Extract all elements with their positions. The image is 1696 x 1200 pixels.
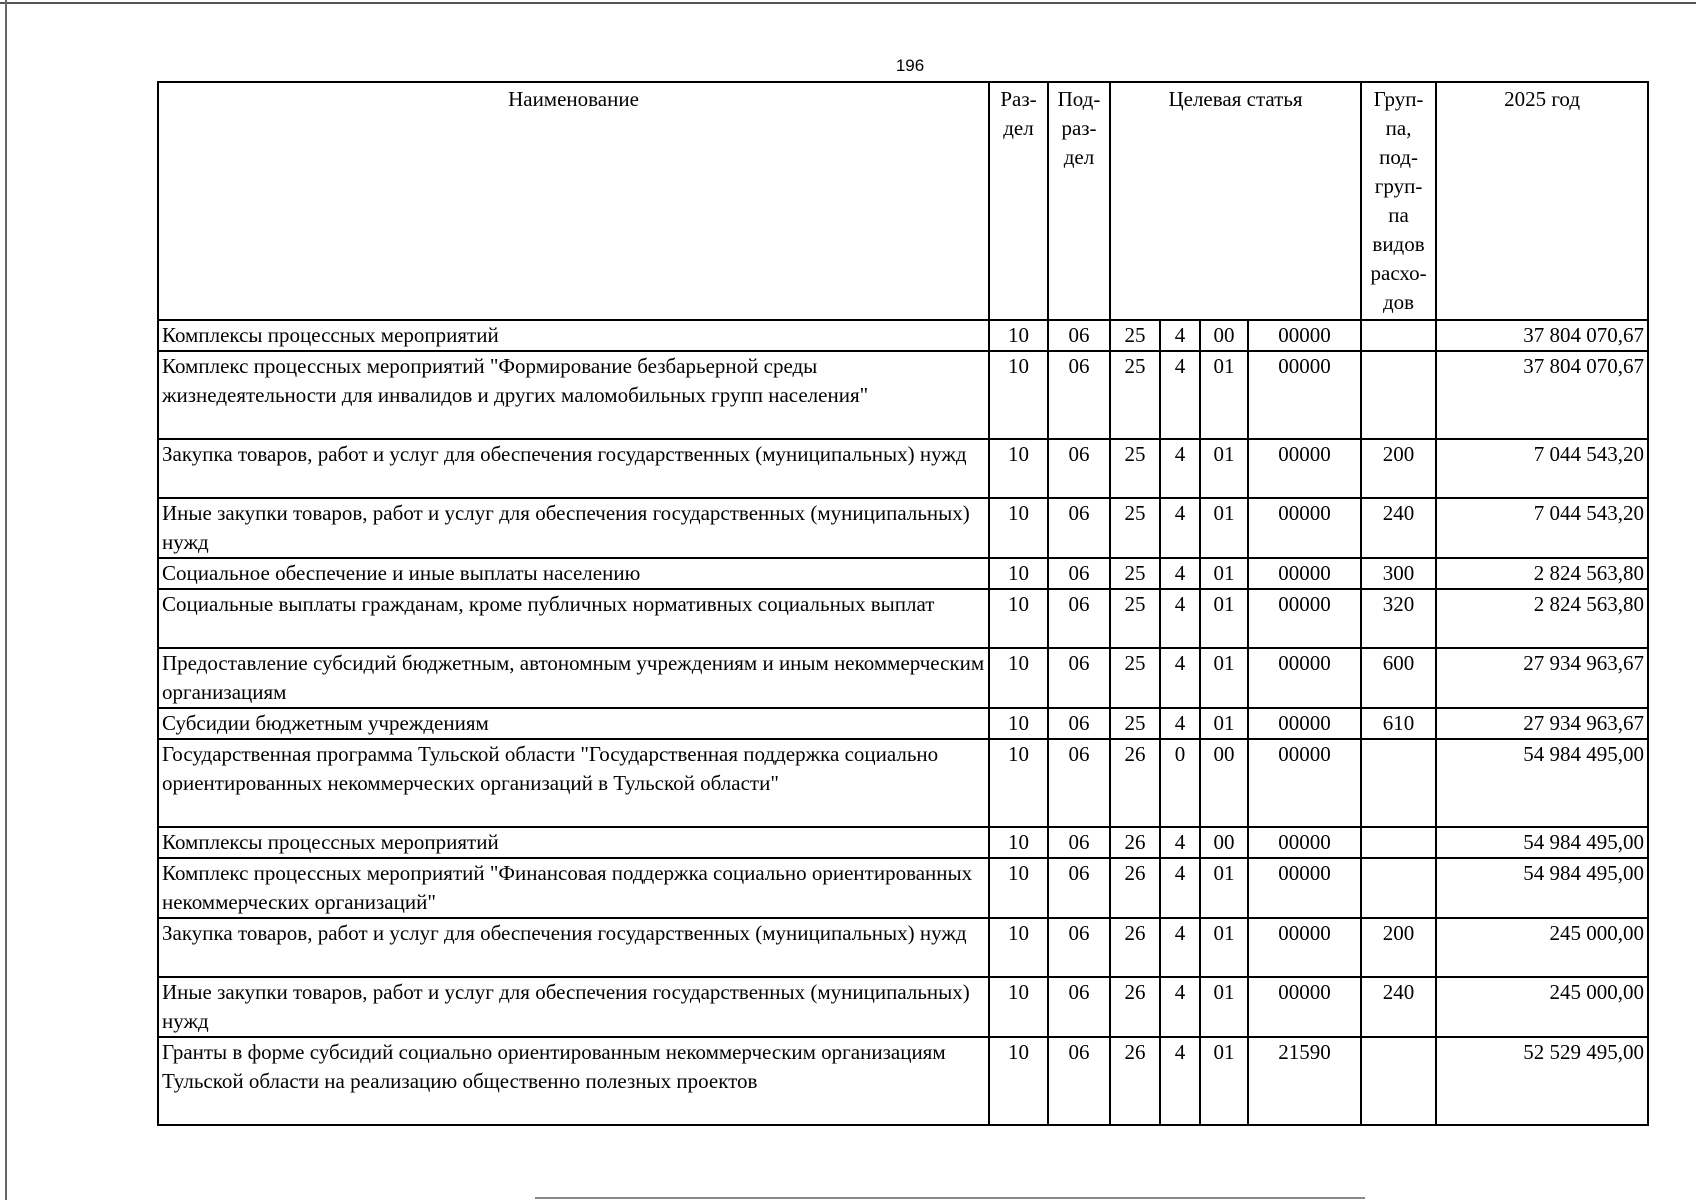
row-amount-2025: 37 804 070,67 bbox=[1436, 351, 1648, 439]
row-target-program: 25 bbox=[1110, 708, 1160, 739]
row-target-direction: 21590 bbox=[1248, 1037, 1361, 1125]
row-target-complex: 00 bbox=[1200, 827, 1248, 858]
scan-edge-top bbox=[0, 2, 1696, 4]
row-podrazdel: 06 bbox=[1048, 858, 1110, 918]
row-target-direction: 00000 bbox=[1248, 739, 1361, 827]
row-expense-group: 200 bbox=[1361, 439, 1436, 498]
row-target-direction: 00000 bbox=[1248, 439, 1361, 498]
row-target-direction: 00000 bbox=[1248, 858, 1361, 918]
row-name: Социальное обеспечение и иные выплаты населению bbox=[158, 558, 989, 589]
row-expense-group bbox=[1361, 1037, 1436, 1125]
row-target-complex: 01 bbox=[1200, 708, 1248, 739]
table-row bbox=[158, 739, 1648, 827]
row-target-program: 26 bbox=[1110, 827, 1160, 858]
table-header-row bbox=[158, 82, 1648, 320]
row-podrazdel: 06 bbox=[1048, 827, 1110, 858]
row-target-type: 4 bbox=[1160, 439, 1200, 498]
row-podrazdel: 06 bbox=[1048, 589, 1110, 648]
table-row bbox=[158, 708, 1648, 739]
row-target-program: 26 bbox=[1110, 977, 1160, 1037]
table-row bbox=[158, 498, 1648, 558]
table-row bbox=[158, 977, 1648, 1037]
row-expense-group: 300 bbox=[1361, 558, 1436, 589]
header-podrazdel: Под- раз- дел bbox=[1048, 82, 1110, 320]
row-name: Закупка товаров, работ и услуг для обеспечения государственных (муниципальных) нужд bbox=[158, 918, 989, 977]
row-target-complex: 01 bbox=[1200, 1037, 1248, 1125]
row-razdel: 10 bbox=[989, 739, 1048, 827]
row-name: Социальные выплаты гражданам, кроме публичных нормативных социальных выплат bbox=[158, 589, 989, 648]
header-target-article: Целевая статья bbox=[1110, 82, 1361, 320]
row-name: Государственная программа Тульской области "Государственная поддержка социально ориентированных некоммерческих организаций в Тульской области" bbox=[158, 739, 989, 827]
row-target-program: 25 bbox=[1110, 439, 1160, 498]
row-name: Комплексы процессных мероприятий bbox=[158, 827, 989, 858]
row-name: Субсидии бюджетным учреждениям bbox=[158, 708, 989, 739]
row-target-direction: 00000 bbox=[1248, 977, 1361, 1037]
header-razdel: Раз- дел bbox=[989, 82, 1048, 320]
row-target-type: 4 bbox=[1160, 648, 1200, 708]
row-podrazdel: 06 bbox=[1048, 918, 1110, 977]
row-podrazdel: 06 bbox=[1048, 648, 1110, 708]
row-target-direction: 00000 bbox=[1248, 708, 1361, 739]
row-target-program: 25 bbox=[1110, 351, 1160, 439]
row-target-type: 4 bbox=[1160, 589, 1200, 648]
row-expense-group bbox=[1361, 320, 1436, 351]
row-target-type: 0 bbox=[1160, 739, 1200, 827]
row-podrazdel: 06 bbox=[1048, 739, 1110, 827]
row-target-program: 26 bbox=[1110, 1037, 1160, 1125]
row-razdel: 10 bbox=[989, 858, 1048, 918]
row-expense-group: 320 bbox=[1361, 589, 1436, 648]
table-row bbox=[158, 589, 1648, 648]
row-name: Гранты в форме субсидий социально ориентированным некоммерческим организациям Тульской области на реализацию общественно полезных проектов bbox=[158, 1037, 989, 1125]
budget-table bbox=[157, 81, 1649, 1126]
page-number: 196 bbox=[895, 56, 925, 75]
header-name: Наименование bbox=[158, 82, 989, 320]
row-target-complex: 01 bbox=[1200, 351, 1248, 439]
row-razdel: 10 bbox=[989, 439, 1048, 498]
table-row bbox=[158, 918, 1648, 977]
row-target-direction: 00000 bbox=[1248, 648, 1361, 708]
row-expense-group bbox=[1361, 351, 1436, 439]
row-target-direction: 00000 bbox=[1248, 498, 1361, 558]
row-amount-2025: 2 824 563,80 bbox=[1436, 589, 1648, 648]
row-target-complex: 01 bbox=[1200, 589, 1248, 648]
row-target-program: 25 bbox=[1110, 648, 1160, 708]
row-target-direction: 00000 bbox=[1248, 351, 1361, 439]
row-podrazdel: 06 bbox=[1048, 498, 1110, 558]
table-body bbox=[158, 320, 1648, 1125]
row-amount-2025: 37 804 070,67 bbox=[1436, 320, 1648, 351]
row-podrazdel: 06 bbox=[1048, 1037, 1110, 1125]
row-amount-2025: 245 000,00 bbox=[1436, 977, 1648, 1037]
row-name: Закупка товаров, работ и услуг для обеспечения государственных (муниципальных) нужд bbox=[158, 439, 989, 498]
row-target-complex: 01 bbox=[1200, 439, 1248, 498]
row-name: Комплекс процессных мероприятий "Формирование безбарьерной среды жизнедеятельности для инвалидов и других маломобильных групп населения" bbox=[158, 351, 989, 439]
row-target-direction: 00000 bbox=[1248, 558, 1361, 589]
row-target-program: 25 bbox=[1110, 320, 1160, 351]
row-target-program: 25 bbox=[1110, 498, 1160, 558]
row-target-complex: 00 bbox=[1200, 739, 1248, 827]
row-expense-group: 600 bbox=[1361, 648, 1436, 708]
row-target-direction: 00000 bbox=[1248, 918, 1361, 977]
row-target-type: 4 bbox=[1160, 708, 1200, 739]
row-amount-2025: 54 984 495,00 bbox=[1436, 827, 1648, 858]
row-target-program: 26 bbox=[1110, 918, 1160, 977]
row-amount-2025: 7 044 543,20 bbox=[1436, 439, 1648, 498]
row-name: Иные закупки товаров, работ и услуг для обеспечения государственных (муниципальных) нужд bbox=[158, 498, 989, 558]
row-razdel: 10 bbox=[989, 589, 1048, 648]
row-razdel: 10 bbox=[989, 1037, 1048, 1125]
row-target-type: 4 bbox=[1160, 918, 1200, 977]
row-podrazdel: 06 bbox=[1048, 708, 1110, 739]
row-name: Комплекс процессных мероприятий "Финансовая поддержка социально ориентированных некоммерческих организаций" bbox=[158, 858, 989, 918]
row-amount-2025: 54 984 495,00 bbox=[1436, 858, 1648, 918]
table-row bbox=[158, 558, 1648, 589]
table-row bbox=[158, 439, 1648, 498]
header-expense-group: Груп- па, под- груп- па видов расхо- дов bbox=[1361, 82, 1436, 320]
table-row bbox=[158, 858, 1648, 918]
row-expense-group bbox=[1361, 858, 1436, 918]
row-target-program: 25 bbox=[1110, 558, 1160, 589]
row-target-program: 26 bbox=[1110, 858, 1160, 918]
row-name: Комплексы процессных мероприятий bbox=[158, 320, 989, 351]
row-razdel: 10 bbox=[989, 558, 1048, 589]
row-target-complex: 01 bbox=[1200, 977, 1248, 1037]
row-amount-2025: 27 934 963,67 bbox=[1436, 648, 1648, 708]
row-name: Иные закупки товаров, работ и услуг для обеспечения государственных (муниципальных) нужд bbox=[158, 977, 989, 1037]
row-target-program: 25 bbox=[1110, 589, 1160, 648]
scan-edge-bottom bbox=[535, 1197, 1365, 1199]
row-razdel: 10 bbox=[989, 918, 1048, 977]
row-expense-group: 240 bbox=[1361, 498, 1436, 558]
row-target-complex: 01 bbox=[1200, 858, 1248, 918]
row-target-direction: 00000 bbox=[1248, 589, 1361, 648]
row-podrazdel: 06 bbox=[1048, 351, 1110, 439]
row-name: Предоставление субсидий бюджетным, автономным учреждениям и иным некоммерческим организациям bbox=[158, 648, 989, 708]
row-razdel: 10 bbox=[989, 977, 1048, 1037]
table-row bbox=[158, 320, 1648, 351]
row-target-complex: 00 bbox=[1200, 320, 1248, 351]
row-expense-group bbox=[1361, 739, 1436, 827]
row-amount-2025: 2 824 563,80 bbox=[1436, 558, 1648, 589]
row-amount-2025: 52 529 495,00 bbox=[1436, 1037, 1648, 1125]
row-amount-2025: 245 000,00 bbox=[1436, 918, 1648, 977]
table-row bbox=[158, 1037, 1648, 1125]
row-podrazdel: 06 bbox=[1048, 977, 1110, 1037]
row-amount-2025: 54 984 495,00 bbox=[1436, 739, 1648, 827]
row-target-program: 26 bbox=[1110, 739, 1160, 827]
row-target-type: 4 bbox=[1160, 320, 1200, 351]
row-target-type: 4 bbox=[1160, 858, 1200, 918]
row-razdel: 10 bbox=[989, 708, 1048, 739]
row-target-type: 4 bbox=[1160, 351, 1200, 439]
row-expense-group bbox=[1361, 827, 1436, 858]
row-target-direction: 00000 bbox=[1248, 827, 1361, 858]
row-podrazdel: 06 bbox=[1048, 558, 1110, 589]
row-podrazdel: 06 bbox=[1048, 320, 1110, 351]
row-expense-group: 240 bbox=[1361, 977, 1436, 1037]
row-amount-2025: 7 044 543,20 bbox=[1436, 498, 1648, 558]
row-amount-2025: 27 934 963,67 bbox=[1436, 708, 1648, 739]
row-target-type: 4 bbox=[1160, 558, 1200, 589]
row-target-type: 4 bbox=[1160, 498, 1200, 558]
row-target-type: 4 bbox=[1160, 1037, 1200, 1125]
table-row bbox=[158, 648, 1648, 708]
header-year: 2025 год bbox=[1436, 82, 1648, 320]
row-razdel: 10 bbox=[989, 648, 1048, 708]
table-row bbox=[158, 351, 1648, 439]
row-target-complex: 01 bbox=[1200, 918, 1248, 977]
row-podrazdel: 06 bbox=[1048, 439, 1110, 498]
table-row bbox=[158, 827, 1648, 858]
row-expense-group: 200 bbox=[1361, 918, 1436, 977]
row-razdel: 10 bbox=[989, 320, 1048, 351]
row-target-complex: 01 bbox=[1200, 498, 1248, 558]
row-target-complex: 01 bbox=[1200, 648, 1248, 708]
scan-edge-left bbox=[5, 0, 7, 1200]
row-target-complex: 01 bbox=[1200, 558, 1248, 589]
row-target-type: 4 bbox=[1160, 977, 1200, 1037]
row-razdel: 10 bbox=[989, 827, 1048, 858]
row-target-direction: 00000 bbox=[1248, 320, 1361, 351]
row-expense-group: 610 bbox=[1361, 708, 1436, 739]
row-razdel: 10 bbox=[989, 498, 1048, 558]
row-razdel: 10 bbox=[989, 351, 1048, 439]
row-target-type: 4 bbox=[1160, 827, 1200, 858]
